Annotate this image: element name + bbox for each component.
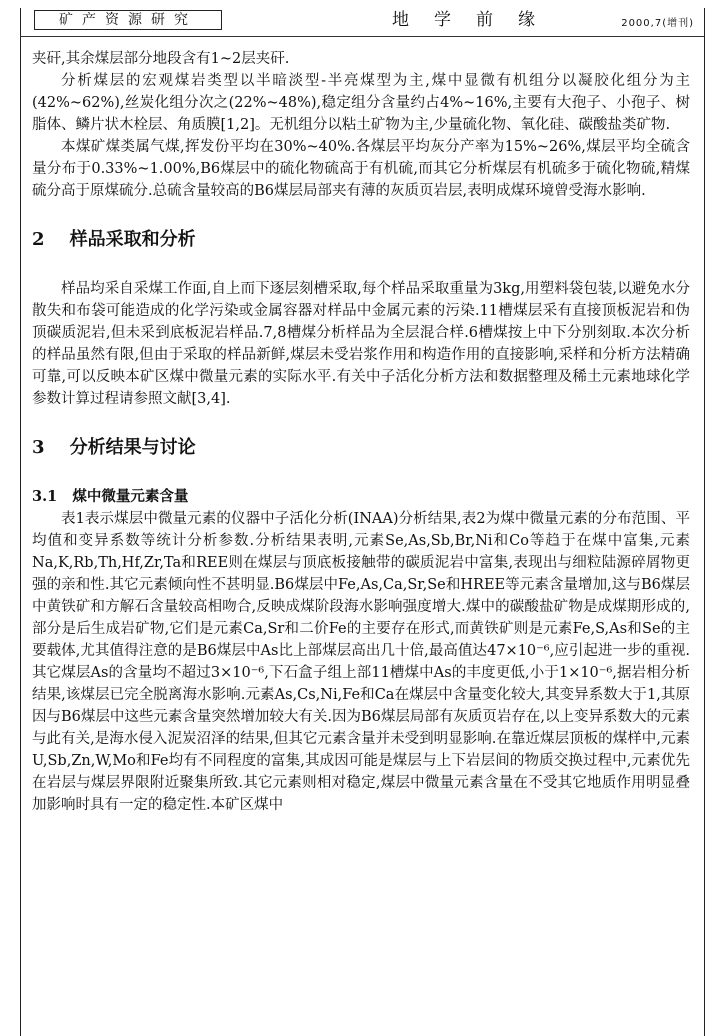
subsection-title: 煤中微量元素含量 <box>72 488 189 505</box>
header-rule <box>20 36 704 37</box>
intro-paragraph-0: 夹矸,其余煤层部分地段含有1~2层夹矸. <box>32 51 290 67</box>
magazine-title: 地学前缘 <box>392 10 560 30</box>
section-2-paragraph: 样品均采自采煤工作面,自上而下逐层刻槽采取,每个样品采取重量为3kg,用塑料袋包装,以避免水分散失和布袋可能造成的化学污染或金属容器对样品中金属元素的污染.11槽煤层采有直接顶板泥岩和伪顶碳质泥岩,但未采到底板泥岩样品.7,8槽煤分析样品为全层混合样.6槽煤按上中下分别刻取.本次分析的样品虽然有限,但由于采取的样品新鲜,煤层未受岩浆作用和构造作用的直接影响,采样和分析方法精确可靠,可以反映本矿区煤中微量元素的实际水平.有关中子活化分析方法和数据整理及稀土元素地球化学参数计算过程请参照文献[3,4]. <box>32 281 690 407</box>
body-text <box>32 48 690 816</box>
section-2-title: 样品采取和分析 <box>69 229 196 250</box>
issue-label: 2000,7(增刊) <box>621 18 694 29</box>
intro-paragraph-1: 分析煤层的宏观煤岩类型以半暗淡型-半亮煤型为主,煤中显微有机组分以凝胶化组分为主(42%~62%),丝炭化组分次之(22%~48%),稳定组分含量约占4%~16%,主要有大孢子、小孢子、树脂体、鳞片状木栓层、角质膜[1,2]。无机组分以粘土矿物为主,少量硫化物、氧化硅、碳酸盐类矿物. <box>32 73 690 133</box>
section-2-number: 2 <box>32 229 45 250</box>
right-border <box>704 8 705 1036</box>
section-2-heading <box>32 228 690 252</box>
subsection-3-1-heading <box>32 486 690 508</box>
section-3-paragraph: 表1表示煤层中微量元素的仪器中子活化分析(INAA)分析结果,表2为煤中微量元素的分布范围、平均值和变异系数等统计分析参数.分析结果表明,元素Se,As,Sb,Br,Ni和Co等趋于在煤中富集,元素Na,K,Rb,Th,Hf,Zr,Ta和REE则在煤层与顶底板接触带的碳质泥岩中富集,表现出与细粒陆源碎屑物更强的亲和性.其它元素倾向性不甚明显.B6煤层中Fe,As,Ca,Sr,Se和HREE等元素含量增加,这与B6煤层中黄铁矿和方解石含量较高相吻合,反映成煤阶段海水影响强度增大.煤中的碳酸盐矿物是成煤期形成的,部分是后生成岩矿物,它们是元素Ca,Sr和二价Fe的主要存在形式,而黄铁矿则是元素Fe,S,As和Se的主要载体,尤其值得注意的是B6煤层中As比上部煤层高出几十倍,最高值达47×10⁻⁶,应引起进一步的重视.其它煤层As的含量均不超过3×10⁻⁶,下石盒子组上部11槽煤中As的丰度更低,小于1×10⁻⁶,据岩相分析结果,该煤层已完全脱离海水影响.元素As,Cs,Ni,Fe和Ca在煤层中含量变化较大,其变异系数大于1,其原因与B6煤层中这些元素含量突然增加较大有关.因为B6煤层局部有灰质页岩存在,以上变异系数大的元素与此有关,是海水侵入泥炭沼泽的结果,但其它元素含量并未受到明显影响.在靠近煤层顶板的煤样中,元素U,Sb,Zn,W,Mo和Fe均有不同程度的富集,其成因可能是煤层与上下岩层间的物质交换过程中,元素优先在岩层与煤层界限附近聚集所致.其它元素则相对稳定,煤层中微量元素含量在不受其它地质作用明显叠加影响时具有一定的稳定性.本矿区煤中 <box>32 511 690 813</box>
running-header <box>30 8 700 32</box>
journal-name-box: 矿产资源研究 <box>34 10 222 30</box>
left-border <box>20 8 21 1036</box>
section-3-number: 3 <box>32 437 45 458</box>
section-3-title: 分析结果与讨论 <box>69 437 196 458</box>
section-3-heading <box>32 436 690 460</box>
intro-paragraph-2: 本煤矿煤类属气煤,挥发份平均在30%~40%.各煤层平均灰分产率为15%~26%,煤层平均全硫含量分布于0.33%~1.00%,B6煤层中的硫化物硫高于有机硫,而其它分析煤层有机硫多于硫化物硫,精煤硫分高于原煤硫分.总硫含量较高的B6煤层局部夹有薄的灰质页岩层,表明成煤环境曾受海水影响. <box>32 139 690 199</box>
subsection-number: 3.1 <box>32 488 58 505</box>
